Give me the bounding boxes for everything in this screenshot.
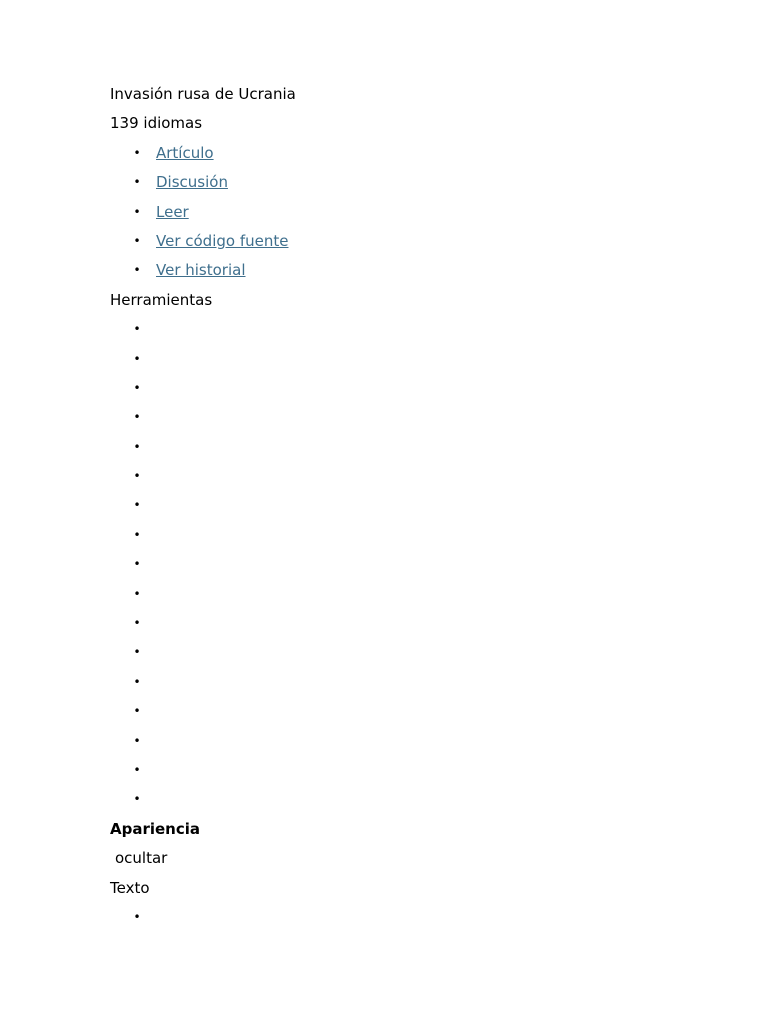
bullet-icon: • [133,674,141,689]
text-size-heading: Texto [110,878,150,897]
content [110,80,710,932]
list-item [110,550,710,579]
bullet-icon: • [133,557,141,572]
tab-view-source-link[interactable]: Ver código fuente [156,231,289,250]
list-item [110,315,710,344]
page-title: Invasión rusa de Ucrania [110,85,296,103]
list-item [110,785,710,814]
list-item [110,433,710,462]
tools-heading[interactable]: Herramientas [110,290,213,309]
list-item [110,697,710,726]
appearance-heading: Apariencia [110,819,201,838]
list-item [110,345,710,374]
bullet-icon: • [133,322,141,337]
appearance-list [110,903,710,932]
nav-links-list [110,139,710,286]
tools-list [110,315,710,815]
bullet-icon: • [133,704,141,719]
list-item [110,139,710,168]
tab-view-history-link[interactable]: Ver historial [156,261,246,280]
bullet-icon: • [133,263,141,278]
list-item [110,227,710,256]
bullet-icon: • [133,762,141,777]
list-item [110,727,710,756]
bullet-icon: • [133,145,141,160]
language-count-link[interactable]: 139 idiomas [110,114,203,133]
bullet-icon: • [133,616,141,631]
tab-read-link[interactable]: Leer [156,202,189,221]
bullet-icon: • [133,498,141,513]
bullet-icon: • [133,380,141,395]
bullet-icon: • [133,175,141,190]
list-item [110,638,710,667]
list-item [110,756,710,785]
bullet-icon: • [133,469,141,484]
bullet-icon: • [133,645,141,660]
bullet-icon: • [133,410,141,425]
list-item [110,580,710,609]
bullet-icon: • [133,233,141,248]
list-item [110,521,710,550]
list-item [110,668,710,697]
tab-discussion-link[interactable]: Discusión [156,173,228,192]
bullet-icon: • [133,351,141,366]
list-item [110,462,710,491]
list-item [110,374,710,403]
list-item [110,168,710,197]
bullet-icon: • [133,792,141,807]
list-item [110,609,710,638]
list-item [110,491,710,520]
bullet-icon: • [133,733,141,748]
list-item [110,903,710,932]
bullet-icon: • [133,909,141,924]
bullet-icon: • [133,527,141,542]
list-item [110,403,710,432]
bullet-icon: • [133,204,141,219]
list-item [110,256,710,285]
bullet-icon: • [133,586,141,601]
list-item [110,198,710,227]
bullet-icon: • [133,439,141,454]
tab-article-link[interactable]: Artículo [156,143,214,162]
appearance-hide-button[interactable]: ocultar [115,849,168,868]
